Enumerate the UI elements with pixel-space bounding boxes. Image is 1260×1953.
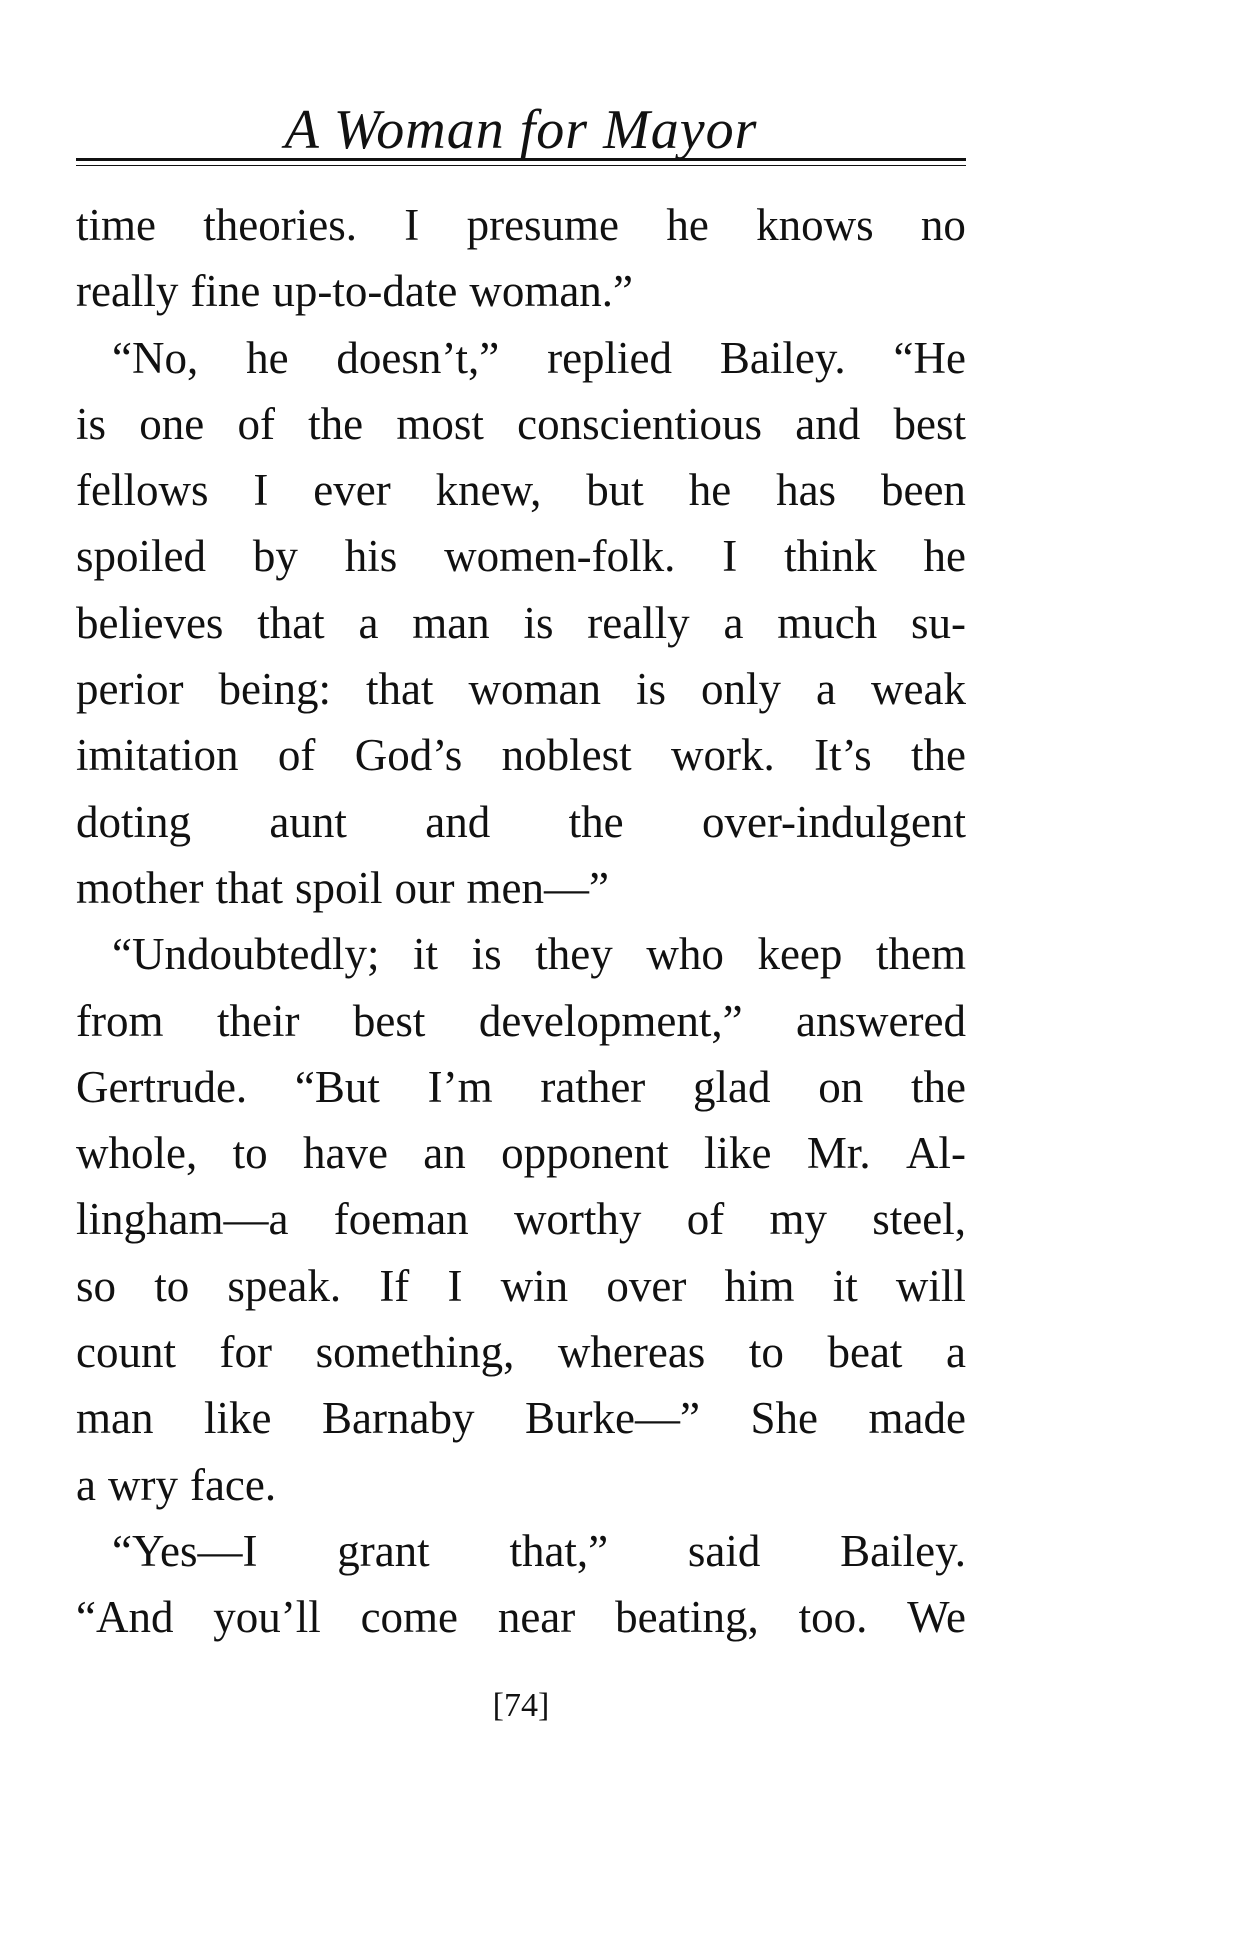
body-text <box>76 192 966 1651</box>
word: time <box>76 200 156 250</box>
word: “But <box>294 1061 380 1112</box>
word: Barnaby <box>322 1393 475 1444</box>
word: will <box>895 1260 966 1311</box>
word: glad <box>693 1061 771 1112</box>
header-rule-thin <box>76 165 966 166</box>
word: lingham—a <box>76 1194 289 1245</box>
text-line <box>76 789 966 855</box>
word: Mr. <box>806 1128 871 1179</box>
word: grant <box>337 1525 430 1576</box>
text-line <box>76 325 966 391</box>
word: work. <box>671 730 775 781</box>
word: his <box>344 531 398 582</box>
text-line <box>76 1584 966 1650</box>
word: he <box>688 465 732 516</box>
word: worthy <box>513 1194 642 1245</box>
text-line <box>76 1385 966 1451</box>
word: it <box>832 1260 858 1311</box>
word: I <box>722 531 738 582</box>
word: keep <box>757 929 843 980</box>
text-line <box>76 1186 966 1252</box>
text-line <box>76 1319 966 1385</box>
word: wry <box>107 1459 178 1510</box>
word: knew, <box>435 465 542 516</box>
word: he <box>923 531 966 582</box>
text-line <box>76 722 966 788</box>
word: best <box>893 398 966 449</box>
word: of <box>277 730 316 781</box>
word: face. <box>189 1459 277 1510</box>
word: no <box>920 200 966 250</box>
word: It’s <box>814 730 872 781</box>
word: steel, <box>872 1194 966 1245</box>
word: him <box>724 1260 795 1311</box>
word: their <box>216 995 300 1046</box>
word: knows <box>756 200 874 250</box>
word: aunt <box>269 796 347 847</box>
word: Gertrude. <box>76 1061 248 1112</box>
word: “And <box>76 1592 174 1643</box>
word: too. <box>798 1592 868 1643</box>
word: he <box>666 200 709 250</box>
word: a <box>945 1327 966 1378</box>
word: really <box>587 597 690 648</box>
word: who <box>646 929 724 980</box>
word: weak <box>871 664 966 715</box>
word: perior <box>76 664 184 715</box>
word: a <box>358 597 379 648</box>
word: Bailey. <box>719 332 846 383</box>
word: She <box>750 1393 818 1444</box>
word: answered <box>796 995 966 1046</box>
word: come <box>360 1592 459 1643</box>
word: “Yes—I <box>112 1525 258 1576</box>
word: win <box>500 1260 569 1311</box>
word: said <box>687 1525 761 1576</box>
word: a <box>76 1459 96 1510</box>
text-line <box>76 590 966 656</box>
word: I <box>404 200 420 250</box>
text-line <box>76 1054 966 1120</box>
word: speak. <box>227 1260 342 1311</box>
word: to <box>232 1128 268 1179</box>
word: development,” <box>478 995 743 1046</box>
word: “He <box>893 332 966 383</box>
header-rule-thick <box>76 158 966 161</box>
text-line <box>76 457 966 523</box>
word: a <box>723 597 744 648</box>
word: them <box>875 929 966 980</box>
word: the <box>568 796 624 847</box>
word: spoil <box>294 862 383 913</box>
text-line <box>76 1452 966 1518</box>
word: think <box>784 531 877 582</box>
text-line <box>76 921 966 987</box>
word: best <box>352 995 426 1046</box>
word: for <box>219 1327 273 1378</box>
text-line <box>76 258 966 324</box>
text-line <box>76 988 966 1054</box>
word: replied <box>547 332 673 383</box>
word: man <box>76 1393 154 1444</box>
word: our <box>394 862 455 913</box>
word: being: <box>218 664 331 715</box>
word: beating, <box>615 1592 759 1643</box>
word: really <box>76 266 179 317</box>
word: is <box>471 929 502 980</box>
word: like <box>204 1393 272 1444</box>
word: up-to-date <box>272 266 458 317</box>
word: beat <box>827 1327 903 1378</box>
word: whole, <box>76 1128 198 1179</box>
word: whereas <box>557 1327 706 1378</box>
word: but <box>586 465 644 516</box>
word: a <box>816 664 837 715</box>
word: like <box>703 1128 772 1179</box>
text-line <box>76 523 966 589</box>
word: theories. <box>203 200 357 250</box>
text-line <box>76 1120 966 1186</box>
word: that <box>257 597 325 648</box>
word: near <box>497 1592 576 1643</box>
text-line <box>76 656 966 722</box>
word: conscientious <box>517 398 763 449</box>
word: I’m <box>427 1061 493 1112</box>
word: “No, <box>112 332 199 383</box>
word: opponent <box>501 1128 669 1179</box>
word: imitation <box>76 730 239 781</box>
word: and <box>425 796 491 847</box>
word: fine <box>190 266 261 317</box>
word: presume <box>466 200 620 250</box>
word: that,” <box>509 1525 609 1576</box>
word: over-indulgent <box>701 796 966 847</box>
word: I <box>447 1260 463 1311</box>
word: he <box>246 332 289 383</box>
word: that <box>365 664 434 715</box>
word: woman.” <box>469 266 634 317</box>
word: If <box>379 1260 410 1311</box>
word: God’s <box>354 730 463 781</box>
word: mother <box>76 862 204 913</box>
page-number: [74] <box>492 1687 550 1724</box>
word: is <box>523 597 554 648</box>
word: noblest <box>501 730 632 781</box>
text-line <box>76 1518 966 1584</box>
word: one <box>139 398 205 449</box>
word: is <box>635 664 666 715</box>
word: Al- <box>905 1128 966 1179</box>
word: my <box>769 1194 827 1245</box>
word: Bailey. <box>840 1525 966 1576</box>
word: believes <box>76 597 224 648</box>
word: the <box>308 398 364 449</box>
word: su- <box>910 597 966 648</box>
word: over <box>606 1260 687 1311</box>
word: is <box>76 398 107 449</box>
word: I <box>253 465 269 516</box>
word: the <box>910 1061 966 1112</box>
word: to <box>748 1327 784 1378</box>
word: you’ll <box>213 1592 321 1643</box>
word: to <box>154 1260 190 1311</box>
word: of <box>237 398 275 449</box>
running-head-title: A Woman for Mayor <box>284 99 758 161</box>
word: has <box>776 465 837 516</box>
word: man <box>412 597 490 648</box>
text-line <box>76 391 966 457</box>
word: something, <box>315 1327 515 1378</box>
text-line <box>76 855 966 921</box>
word: rather <box>540 1061 646 1112</box>
word: on <box>818 1061 864 1112</box>
word: doting <box>76 796 192 847</box>
word: been <box>880 465 966 516</box>
word: ever <box>313 465 391 516</box>
word: woman <box>468 664 601 715</box>
word: an <box>423 1128 466 1179</box>
word: it <box>413 929 439 980</box>
word: and <box>795 398 861 449</box>
word: count <box>76 1327 176 1378</box>
word: from <box>76 995 164 1046</box>
word: the <box>911 730 966 781</box>
word: by <box>252 531 298 582</box>
word: that <box>215 862 283 913</box>
word: made <box>868 1393 966 1444</box>
word: have <box>302 1128 388 1179</box>
word: so <box>76 1260 117 1311</box>
word: most <box>396 398 484 449</box>
word: foeman <box>333 1194 469 1245</box>
word: “Undoubtedly; <box>112 929 380 980</box>
word: men—” <box>466 862 609 913</box>
word: Burke—” <box>525 1393 700 1444</box>
text-line <box>76 192 966 258</box>
word: fellows <box>76 465 209 516</box>
text-line <box>76 1253 966 1319</box>
word: spoiled <box>76 531 206 582</box>
word: only <box>701 664 782 715</box>
word: We <box>907 1592 966 1643</box>
word: doesn’t,” <box>336 332 500 383</box>
word: women-folk. <box>444 531 676 582</box>
word: much <box>777 597 878 648</box>
word: they <box>535 929 613 980</box>
word: of <box>686 1194 725 1245</box>
